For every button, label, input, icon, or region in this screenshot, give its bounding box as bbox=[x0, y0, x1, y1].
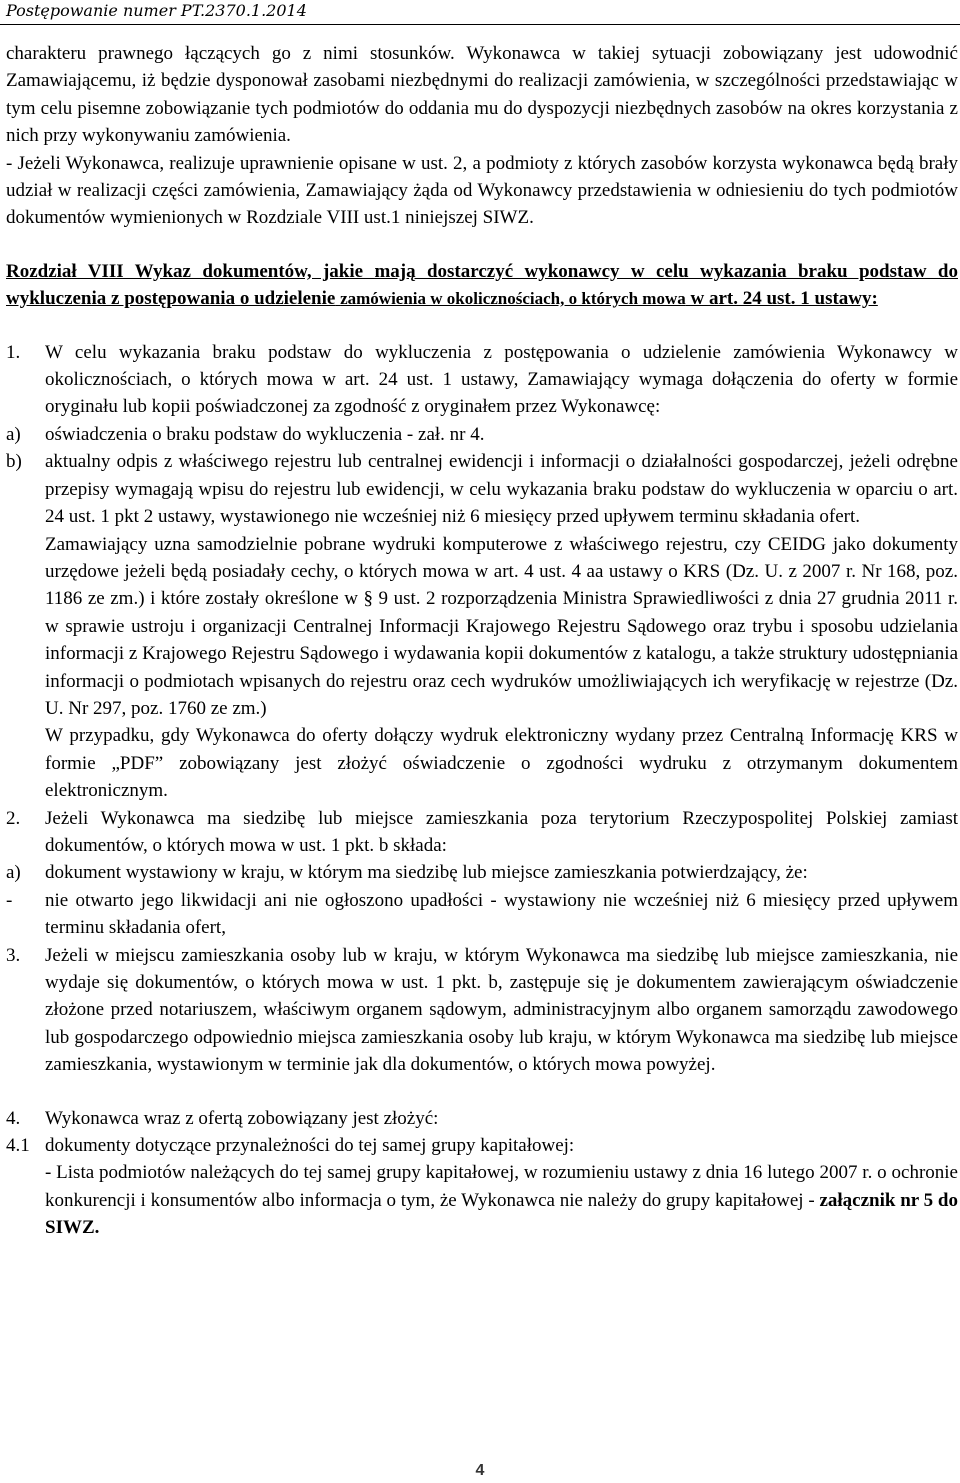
list-label: a) bbox=[6, 423, 21, 445]
list-text: Jeżeli w miejscu zamieszkania osoby lub w kraju, w którym Wykonawca ma siedzibę lub miejsce zamieszkania, nie wydaje się dokumentów, o których mowa w ust. 1 pkt. b, zastępuje się je dokumentem zawierającym oświadczenie złożone przed notariuszem, właściwym organem sądowym, administracyjnym albo organem samorządu zawodowego lub gospodarczego odpowiednio miejsca zamieszkania osoby lub kraju, w którym Wykonawca ma siedzibę lub miejsce zamieszkania, wystawionym w terminie jak dla dokumentów, o których mowa powyżej. bbox=[45, 944, 958, 1076]
document-body bbox=[6, 40, 958, 1242]
list-item-dash bbox=[6, 887, 958, 942]
list-item-b-paragraph-3: W przypadku, gdy Wykonawca do oferty dołączy wydruk elektroniczny wydany przez Centralną Informację KRS w formie „PDF” zobowiązany jest złożyć oświadczenie o zgodności wydruku z otrzymanym dokumentem elektronicznym. bbox=[45, 725, 958, 802]
list-text: oświadczenia o braku podstaw do wykluczenia - zał. nr 4. bbox=[45, 423, 485, 445]
list-item-1 bbox=[6, 339, 958, 421]
list-item-2a bbox=[6, 859, 958, 886]
list-text: - Lista podmiotów należących do tej samej grupy kapitałowej, w rozumieniu ustawy z dnia 16 lutego 2007 r. o ochronie konkurencji i konsumentów albo informacja o tym, że Wykonawca nie należy do grupy kapitałowej - bbox=[45, 1162, 958, 1211]
section-heading bbox=[6, 258, 958, 313]
list-item-b bbox=[6, 448, 958, 530]
section-heading-main: Rozdział VIII Wykaz dokumentów, jakie mają dostarczyć wykonawcy w celu wykazania braku podstaw do wykluczenia z postępowania o udzielenie bbox=[6, 260, 958, 310]
list-text: Wykonawca wraz z ofertą zobowiązany jest złożyć: bbox=[45, 1107, 439, 1129]
section-heading-small: zamówienia w okolicznościach, o których mowa bbox=[340, 289, 686, 309]
list-text: W celu wykazania braku podstaw do wykluczenia z postępowania o udzielenie zamówienia Wykonawcy w okolicznościach, o których mowa w art. 24 ust. 1 ustawy, Zamawiający wymaga dołączenia do oferty w formie oryginału lub kopii poświadczonej za zgodność z oryginałem przez Wykonawcę: bbox=[45, 341, 958, 418]
list-text: aktualny odpis z właściwego rejestru lub centralnej ewidencji i informacji o działalności gospodarczej, jeżeli odrębne przepisy wymagają wpisu do rejestru lub ewidencji, w celu wykazania braku podstaw do wykluczenia w oparciu o art. 24 ust. 1 pkt 2 ustawy, wystawionego nie wcześniej niż 6 miesięcy przed upływem terminu składania ofert. bbox=[45, 451, 958, 528]
list-label: a) bbox=[6, 862, 21, 884]
list-text: nie otwarto jego likwidacji ani nie ogłoszono upadłości - wystawiony nie wcześniej niż 6 miesięcy przed upływem terminu składania ofert, bbox=[45, 889, 958, 939]
list-text: dokumenty dotyczące przynależności do tej samej grupy kapitałowej: bbox=[45, 1135, 575, 1157]
list-text: dokument wystawiony w kraju, w którym ma siedzibę lub miejsce zamieszkania potwierdzający, że: bbox=[45, 862, 808, 884]
document-header: Postępowanie numer PT.2370.1.2014 bbox=[6, 1, 307, 20]
list-text: Jeżeli Wykonawca ma siedzibę lub miejsce zamieszkania poza terytorium Rzeczypospolitej Polskiej zamiast dokumentów, o których mowa w ust. 1 pkt. b składa: bbox=[45, 807, 958, 856]
list-item-4 bbox=[6, 1105, 958, 1132]
attachment-reference: załącznik nr 5 do SIWZ. bbox=[45, 1189, 959, 1239]
list-item-3 bbox=[6, 942, 958, 1079]
page-number: 4 bbox=[475, 1462, 485, 1479]
list-item-2 bbox=[6, 805, 958, 860]
list-item-4-1 bbox=[6, 1132, 958, 1159]
list-label: b) bbox=[6, 451, 22, 473]
list-item-4-1-paragraph bbox=[6, 1159, 958, 1241]
list-label: 2. bbox=[6, 807, 21, 829]
list-label: 4.1 bbox=[6, 1135, 30, 1157]
list-label: 1. bbox=[6, 341, 21, 363]
list-label: 4. bbox=[6, 1107, 21, 1129]
list-item-b-paragraph-2: Zamawiający uzna samodzielnie pobrane wydruki komputerowe z właściwego rejestru, czy CEIDG jako dokumenty urzędowe jeżeli będą posiadały cechy, o których mowa w art. 4 ust. 4 aa ustawy o KRS (Dz. U. z 2007 r. Nr 168, poz. 1186 ze zm.) i które zostały określone w § 9 ust. 2 rozporządzenia Ministra Sprawiedliwości z dnia 27 grudnia 2011 r. w sprawie ustroju i organizacji Centralnej Informacji Krajowego Rejestru Sądowego oraz trybu i sposobu udzielania informacji z Krajowego Rejestru Sądowego i wydawania kopii dokumentów z katalogu, a także struktury udostępniania informacji o podmiotach wpisanych do rejestru oraz cech wydruków umożliwiających ich weryfikację w rejestrze (Dz. U. Nr 297, poz. 1760 ze zm.) bbox=[45, 533, 958, 719]
intro-paragraph-2: - Jeżeli Wykonawca, realizuje uprawnienie opisane w ust. 2, a podmioty z których zasobów korzysta wykonawca będą brały udział w realizacji części zamówienia, Zamawiający żąda od Wykonawcy przedstawienia w odniesieniu do tych podmiotów dokumentów wymienionych w Rozdziale VIII ust.1 niniejszej SIWZ. bbox=[6, 152, 958, 229]
header-divider bbox=[0, 24, 960, 25]
list-label: 3. bbox=[6, 944, 21, 966]
intro-paragraph: charakteru prawnego łączących go z nimi stosunków. Wykonawca w takiej sytuacji zobowiązany jest udowodnić Zamawiającemu, iż będzie dysponował zasobami niezbędnymi do realizacji zamówienia, w szczególności przedstawiając w tym celu pisemne zobowiązanie tych podmiotów do oddania mu do dyspozycji niezbędnych zasobów na okres korzystania z nich przy wykonywaniu zamówienia. bbox=[6, 43, 958, 147]
section-heading-end: w art. 24 ust. 1 ustawy: bbox=[690, 288, 878, 310]
list-item-a bbox=[6, 421, 958, 448]
list-label: - bbox=[6, 889, 13, 911]
